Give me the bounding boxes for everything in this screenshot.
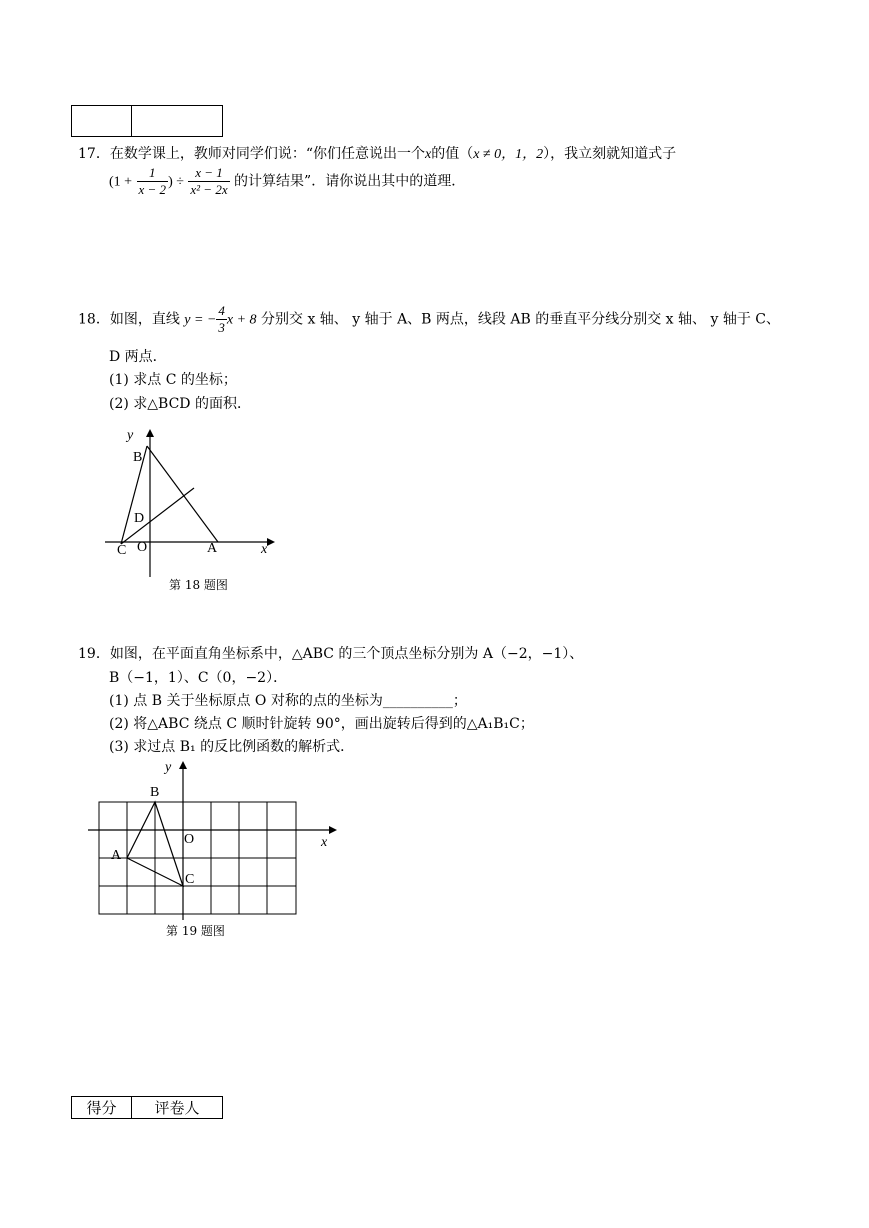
q17-fraction-2: $\frac{x - 1}{\text{x² − 2x}}$ <box>190 165 228 197</box>
q18-y-arrow-icon <box>146 429 154 437</box>
bottom-score-table <box>71 1096 223 1119</box>
q19-x-arrow-icon <box>329 826 337 834</box>
score-label-cell: 得分 <box>72 1097 132 1119</box>
q18-label-B: B <box>133 450 143 465</box>
q19-sub2: (2) 将△ABC 绕点 C 顺时针旋转 90°，画出旋转后得到的△A₁B₁C； <box>109 716 534 732</box>
q18-caption: 第 18 题图 <box>169 578 228 592</box>
q19-sub1: (1) 点 B 关于坐标原点 O 对称的点的坐标为__________； <box>109 693 467 709</box>
q18-fraction: $\frac{4}{3}$ <box>218 303 225 335</box>
q19-sub3: (3) 求过点 B₁ 的反比例函数的解析式． <box>109 739 355 755</box>
q19-y-arrow-icon <box>179 761 187 769</box>
q18-line2: D 两点． <box>109 349 167 365</box>
q18-line1: 18．如图，直线 y = − $\frac{4}{3}$ x + 8 分别交 x 轴、 y 轴于 A、B 两点，线段 AB 的垂直平分线分别交 x 轴、 y 轴于 C、 <box>78 303 780 335</box>
q18-figure <box>95 420 295 600</box>
q18-label-y: y <box>127 428 134 443</box>
top-score-table <box>71 105 223 137</box>
q19-label-B: B <box>150 785 160 800</box>
top-score-cell <box>72 106 132 137</box>
q18-sub2: (2) 求△BCD 的面积． <box>109 396 251 412</box>
q17-fraction-1: $\frac{1}{x - 2}$ <box>138 165 167 197</box>
q19-label-x: x <box>321 835 328 850</box>
q19-label-O: O <box>184 832 195 847</box>
q18-x-arrow-icon <box>267 538 275 546</box>
q18-label-C: C <box>117 543 127 558</box>
q19-grid <box>99 802 296 914</box>
top-grader-cell <box>132 106 223 137</box>
q18-perpendicular-bisector <box>121 488 194 544</box>
q17-expression: (1 + $\frac{1}{x - 2}$ ) ÷ $\frac{x - 1}{\text{x² − 2x}}$ 的计算结果”．请你说出其中的道理． <box>109 165 466 197</box>
q17-line1: 17．在数学课上，教师对同学们说：“你们任意说出一个x的值（x ≠ 0，1，2），我立刻就知道式子 <box>78 146 677 162</box>
q19-line2: B（−1，1）、C（0，−2）． <box>109 670 288 686</box>
q19-caption: 第 19 题图 <box>166 924 225 938</box>
q18-label-x: x <box>261 542 268 557</box>
q19-label-A: A <box>111 848 122 863</box>
q19-label-y: y <box>165 760 172 775</box>
q18-label-A: A <box>207 541 218 556</box>
q18-sub1: (1) 求点 C 的坐标； <box>109 372 237 388</box>
q19-line1: 19．如图，在平面直角坐标系中，△ABC 的三个顶点坐标分别为 A（−2，−1）、 <box>78 646 584 662</box>
grader-label-cell: 评卷人 <box>132 1097 223 1119</box>
q19-figure <box>85 755 355 940</box>
q18-line-BA <box>147 446 218 542</box>
q18-label-O: O <box>137 540 148 555</box>
q18-label-D: D <box>134 511 145 526</box>
q19-label-C: C <box>185 872 195 887</box>
